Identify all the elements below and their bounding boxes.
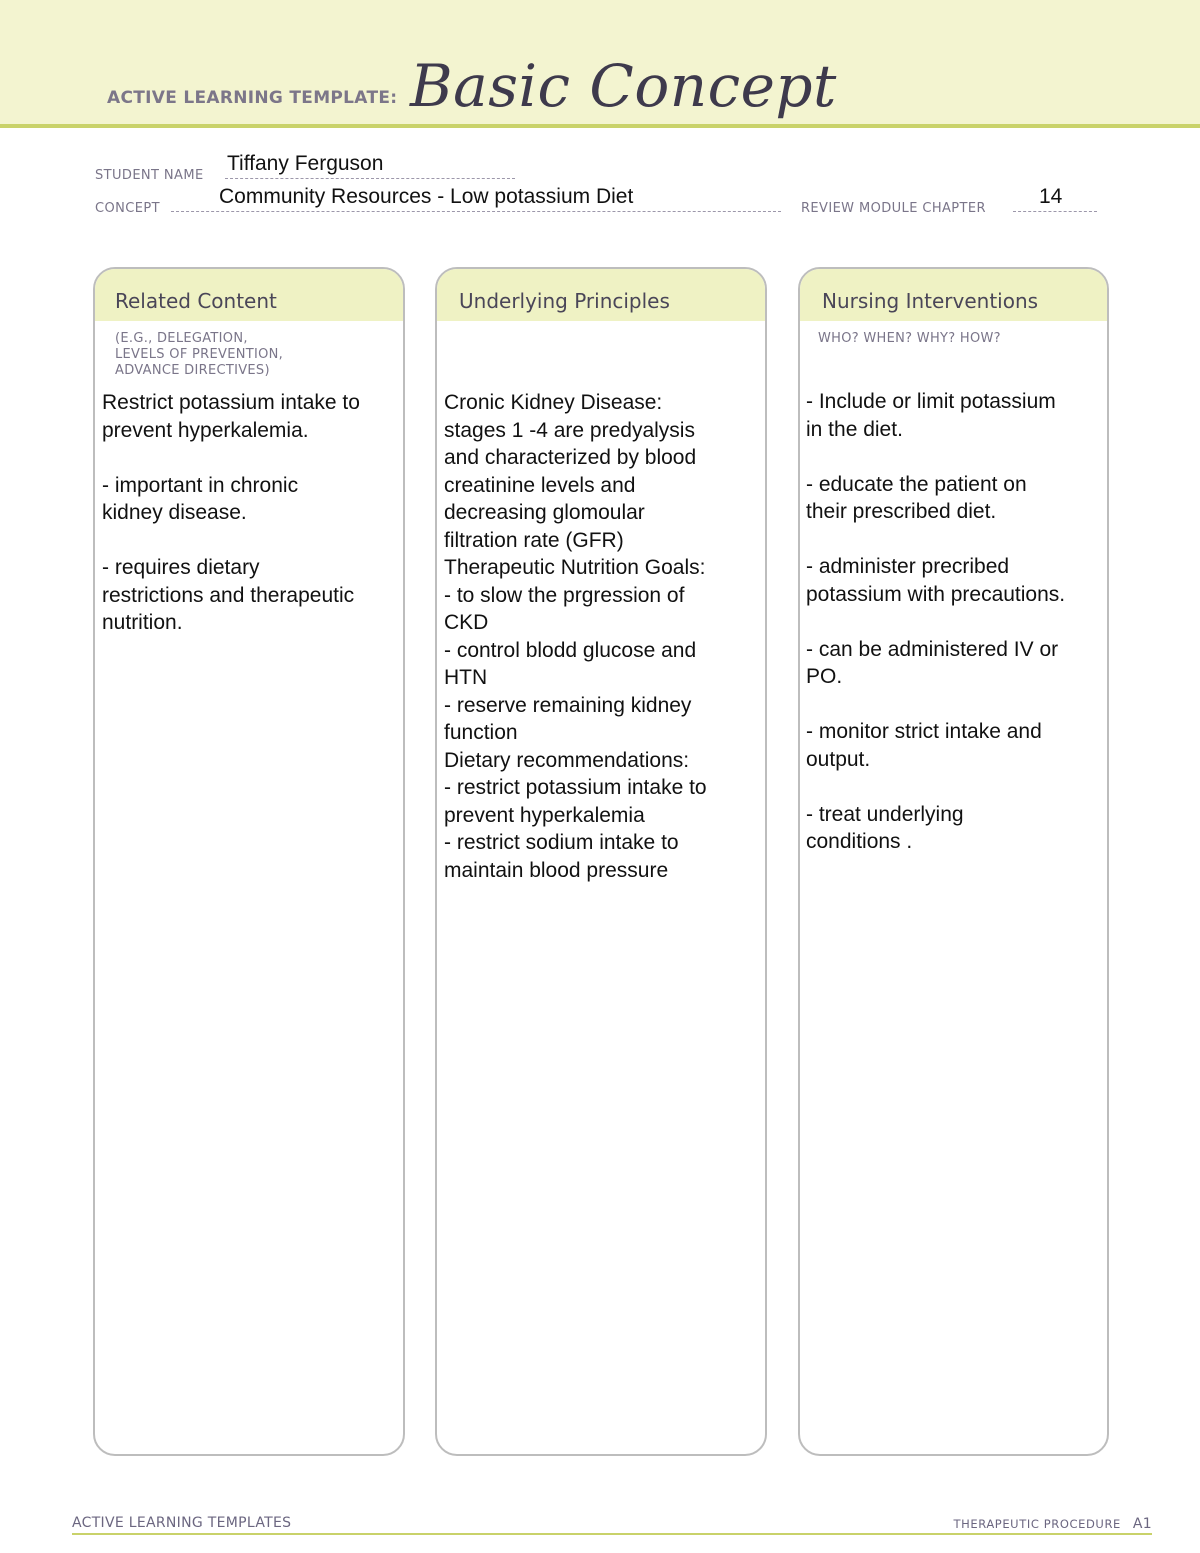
text-line: maintain blood pressure: [444, 858, 669, 882]
paragraph: [806, 718, 1101, 773]
student-name-label: STUDENT NAME: [95, 168, 204, 183]
nursing-interventions-box: [798, 267, 1109, 1456]
text-line: - monitor strict intake and: [806, 720, 1042, 743]
paragraph: [806, 471, 1101, 526]
student-name-row: [95, 152, 535, 185]
footer-rule: [72, 1533, 1152, 1535]
paragraph: [806, 553, 1101, 608]
text-line: - treat underlying: [806, 802, 964, 826]
subtitle-line: (E.G., DELEGATION,: [115, 331, 248, 346]
text-line: restrictions and therapeutic: [102, 583, 355, 607]
concept-label: CONCEPT: [95, 201, 160, 216]
related-content-header: [95, 269, 403, 321]
text-line: kidney disease.: [102, 501, 247, 524]
subtitle-line: ADVANCE DIRECTIVES): [115, 363, 270, 378]
text-line: their prescribed diet.: [806, 500, 997, 523]
underlying-principles-title: Underlying Principles: [459, 289, 670, 313]
template-label: ACTIVE LEARNING TEMPLATE:: [107, 88, 398, 108]
concept-field[interactable]: Community Resources - Low potassium Diet: [219, 185, 634, 208]
text-line: Restrict potassium intake to: [102, 391, 360, 414]
paragraph: [806, 636, 1101, 691]
text-line: - Include or limit potassium: [806, 390, 1056, 413]
text-line: - restrict sodium intake to: [444, 831, 679, 854]
text-line: and characterized by blood: [444, 446, 697, 469]
paragraph: [102, 472, 397, 527]
concept-underline: [171, 211, 781, 212]
paragraph: [806, 801, 1101, 856]
underlying-principles-text[interactable]: [444, 389, 759, 884]
text-line: - can be administered IV or: [806, 637, 1059, 661]
text-line: creatinine levels and: [444, 473, 636, 497]
related-content-subtitle: [115, 331, 283, 379]
student-name-field[interactable]: Tiffany Ferguson: [227, 152, 384, 175]
nursing-interventions-title: Nursing Interventions: [822, 289, 1039, 313]
paragraph: [102, 554, 397, 637]
nursing-interventions-text[interactable]: [806, 388, 1101, 856]
concept-row: [95, 185, 1105, 218]
text-line: filtration rate (GFR): [444, 528, 624, 552]
subtitle-line: LEVELS OF PREVENTION,: [115, 347, 284, 362]
text-line: - to slow the prgression of: [444, 583, 685, 607]
subtitle-line: WHO? WHEN? WHY? HOW?: [818, 331, 1001, 346]
text-line: nutrition.: [102, 611, 183, 634]
footer-right: [953, 1516, 1152, 1532]
text-line: potassium with precautions.: [806, 582, 1066, 606]
paragraph: [102, 389, 397, 444]
header-band: [0, 0, 1200, 128]
related-content-text[interactable]: [102, 389, 397, 637]
text-line: output.: [806, 747, 871, 771]
student-name-underline: [225, 178, 515, 179]
text-line: decreasing glomoular: [444, 501, 645, 524]
text-line: CKD: [444, 611, 489, 634]
text-line: Dietary recommendations:: [444, 748, 690, 772]
related-content-title: Related Content: [115, 289, 277, 313]
template-title: Basic Concept: [410, 52, 837, 120]
chapter-label: REVIEW MODULE CHAPTER: [801, 201, 986, 216]
text-line: - reserve remaining kidney: [444, 693, 692, 717]
text-line: in the diet.: [806, 417, 903, 441]
text-line: - important in chronic: [102, 473, 299, 497]
underlying-principles-header: [437, 269, 765, 321]
footer-left-label: ACTIVE LEARNING TEMPLATES: [72, 1515, 292, 1531]
nursing-interventions-header: [800, 269, 1107, 321]
nursing-interventions-subtitle: [818, 331, 1001, 347]
paragraph: [806, 388, 1101, 443]
text-line: Therapeutic Nutrition Goals:: [444, 556, 706, 579]
footer-page-code: A1: [1132, 1516, 1152, 1532]
text-line: function: [444, 721, 518, 744]
text-line: HTN: [444, 666, 488, 689]
text-line: - educate the patient on: [806, 472, 1027, 496]
text-line: stages 1 -4 are predyalysis: [444, 418, 695, 442]
text-line: Cronic Kidney Disease:: [444, 391, 663, 414]
text-line: - restrict potassium intake to: [444, 776, 707, 799]
underlying-principles-box: [435, 267, 767, 1456]
text-line: prevent hyperkalemia.: [102, 418, 309, 442]
text-line: - administer precribed: [806, 555, 1010, 578]
chapter-field[interactable]: 14: [1039, 185, 1063, 208]
related-content-box: [93, 267, 405, 1456]
chapter-underline: [1013, 211, 1097, 212]
text-line: conditions .: [806, 830, 913, 853]
text-line: prevent hyperkalemia: [444, 803, 645, 827]
text-line: - control blodd glucose and: [444, 638, 697, 662]
footer-right-label: THERAPEUTIC PROCEDURE: [953, 1517, 1121, 1531]
text-line: - requires dietary: [102, 556, 260, 579]
text-line: PO.: [806, 665, 843, 688]
